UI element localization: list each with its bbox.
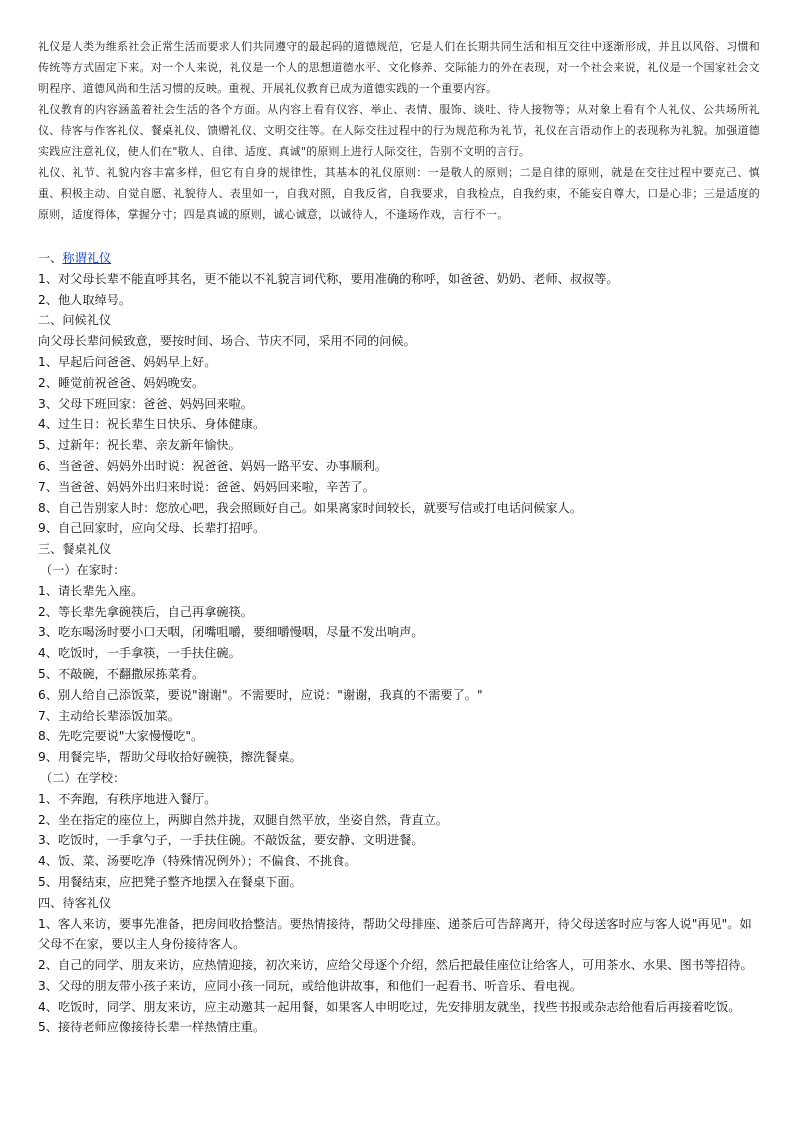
list-item: 4、过生日：祝长辈生日快乐、身体健康。: [38, 417, 266, 432]
section-number: 一、: [38, 251, 63, 265]
list-item: 3、父母下班回家：爸爸、妈妈回来啦。: [38, 396, 253, 411]
list-item: 1、早起后问爸爸、妈妈早上好。: [38, 354, 217, 369]
section-heading-dining: 三、餐桌礼仪: [38, 542, 112, 557]
list-item: 3、父母的朋友带小孩子来访，应同小孩一同玩，或给他讲故事，和他们一起看书、听音乐、看电视。: [38, 978, 583, 993]
list-item: 4、吃饭时，一手拿筷，一手扶住碗。: [38, 646, 241, 661]
list-item: 8、自己告别家人时：您放心吧，我会照顾好自己。如果离家时间较长，就要写信或打电话问候家人。: [38, 500, 583, 515]
list-item: 8、先吃完要说"大家慢慢吃"。: [38, 729, 204, 744]
list-item: 5、过新年：祝长辈、亲友新年愉快。: [38, 438, 241, 453]
list-item: 6、别人给自己添饭菜，要说"谢谢"。不需要时，应说："谢谢，我真的不需要了。": [38, 687, 483, 702]
list-item: 5、不敲碗，不翻撒尿拣菜肴。: [38, 666, 205, 681]
list-item: 4、吃饭时，同学、朋友来访，应主动邀其一起用餐，如果客人申明吃过，先安排朋友就坐，找些书报或杂志给他看后再接着吃饭。: [38, 999, 741, 1014]
list-item: 9、用餐完毕，帮助父母收拾好碗筷，擦洗餐桌。: [38, 750, 302, 765]
list-item: 3、吃东喝汤时要小口天咽，闭嘴咀嚼，要细嚼慢咽，尽量不发出响声。: [38, 625, 424, 640]
list-item: 7、当爸爸、妈妈外出归来时说：爸爸、妈妈回来啦，辛苦了。: [38, 479, 375, 494]
list-item: 2、他人取绰号。: [38, 292, 132, 307]
intro-paragraph: 礼仪是人类为维系社会正常生活而要求人们共同遵守的最起码的道德规范，它是人们在长期共同生活和相互交往中逐渐形成，并且以风俗、习惯和传统等方式固定下来。对一个人来说，礼仪是一个人的思想道德水平、文化修养、交际能力的外在表现，对一个社会来说，礼仪是一个国家社会文明程序、道德风尚和生活习惯的反映。重视、开展礼仪教育已成为道德实践的一个重要内容。: [38, 40, 760, 95]
list-item: 5、接待老师应像接待长辈一样热情庄重。: [38, 1020, 266, 1035]
section-heading-hosting: 四、待客礼仪: [38, 895, 112, 910]
subsection-heading-home: （一）在家时：: [40, 562, 126, 577]
section-lead: 向父母长辈问候致意，要按时间、场合、节庆不同，采用不同的问候。: [38, 334, 416, 349]
document-page: [38, 36, 760, 1038]
section-heading-address: [38, 248, 760, 269]
list-item: 2、自己的同学、朋友来访，应热情迎接，初次来访，应给父母逐个介绍，然后把最佳座位让给客人，可用茶水、水果、图书等招待。: [38, 958, 753, 973]
list-item: 2、坐在指定的座位上，两脚自然并拢，双腿自然平放，坐姿自然，背直立。: [38, 812, 448, 827]
list-item: 1、客人来访，要事先准备，把房间收拾整洁。要热情接待，帮助父母排座、递茶后可告辞离开，待父母送客时应与客人说"再见"。如父母不在家，要以主人身份接待客人。: [38, 916, 752, 952]
subsection-heading-school: （二）在学校：: [40, 770, 126, 785]
etiquette-list: [38, 248, 760, 1038]
list-item: 9、自己回家时，应向父母、长辈打招呼。: [38, 521, 266, 536]
list-item: 2、睡觉前祝爸爸、妈妈晚安。: [38, 375, 205, 390]
list-item: 2、等长辈先拿碗筷后，自己再拿碗筷。: [38, 604, 253, 619]
list-item: 5、用餐结束，应把凳子整齐地摆入在餐桌下面。: [38, 874, 302, 889]
list-item: 1、对父母长辈不能直呼其名，更不能以不礼貌言词代称，要用准确的称呼，如爸爸、奶奶、老师、叔叔等。: [38, 271, 619, 286]
list-item: 1、请长辈先入座。: [38, 583, 144, 598]
address-etiquette-link[interactable]: 称谓礼仪: [62, 251, 112, 265]
section-heading-greeting: 二、问候礼仪: [38, 313, 112, 328]
list-item: 6、当爸爸、妈妈外出时说：祝爸爸、妈妈一路平安、办事顺利。: [38, 458, 388, 473]
list-item: 3、吃饭时，一手拿勺子，一手扶住碗。不敲饭盆，要安静、文明进餐。: [38, 833, 424, 848]
list-item: 1、不奔跑，有秩序地进入餐厅。: [38, 791, 217, 806]
intro-section: [38, 36, 760, 225]
intro-paragraph: 礼仪、礼节、礼貌内容丰富多样，但它有自身的规律性，其基本的礼仪原则：一是敬人的原则；二是自律的原则，就是在交往过程中要克己、慎重、积极主动、自觉自愿、礼貌待人、表里如一，自我对照，自我反省，自我要求，自我检点，自我约束，不能妄自尊大，口是心非；三是适度的原则，适度得体，掌握分寸；四是真诚的原则，诚心诚意，以诚待人，不逢场作戏，言行不一。: [38, 166, 760, 221]
list-item: 7、主动给长辈添饭加菜。: [38, 708, 180, 723]
intro-paragraph: 礼仪教育的内容涵盖着社会生活的各个方面。从内容上看有仪容、举止、表情、服饰、谈吐、待人接物等；从对象上看有个人礼仪、公共场所礼仪、待客与作客礼仪、餐桌礼仪、馈赠礼仪、文明交往等。在人际交往过程中的行为规范称为礼节，礼仪在言语动作上的表现称为礼貌。加强道德实践应注意礼仪，使人们在"敬人、自律、适度、真诚"的原则上进行人际交往，告别不文明的言行。: [38, 103, 760, 158]
list-item: 4、饭、菜、汤要吃净（特殊情况例外）；不偏食、不挑食。: [38, 854, 357, 869]
